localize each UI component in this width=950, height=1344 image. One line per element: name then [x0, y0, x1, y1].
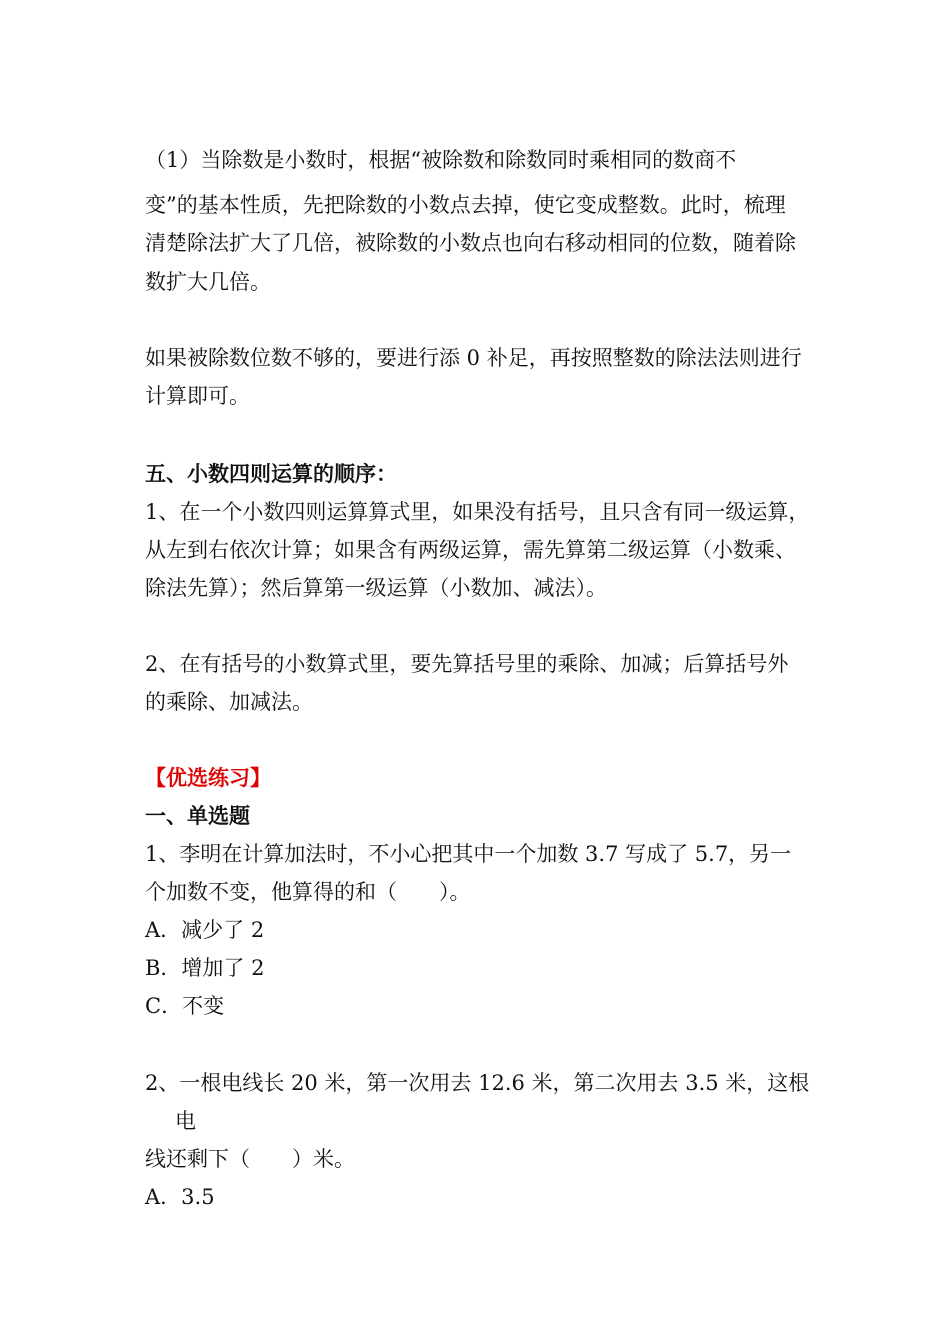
question-2-line-2: 电 [175, 1109, 196, 1133]
question-1-option-b: B．增加了 2 [145, 956, 265, 980]
question-2-option-a: A．3.5 [145, 1185, 215, 1209]
order-rule1-line-3: 除法先算）；然后算第一级运算（小数加、减法）。 [145, 576, 607, 600]
division-rule-line-2: 变”的基本性质，先把除数的小数点去掉，使它变成整数。此时，梳理 [145, 193, 786, 217]
division-rule-line-1: （1）当除数是小数时，根据“被除数和除数同时乘相同的数商不 [145, 148, 737, 172]
division-rule-line-4: 数扩大几倍。 [145, 270, 271, 294]
practice-title: 【优选练习】 [145, 766, 271, 790]
question-2-line-3: 线还剩下（ ）米。 [145, 1147, 355, 1171]
order-rule2-line-2: 的乘除、加减法。 [145, 690, 313, 714]
question-1-line-1: 1、李明在计算加法时，不小心把其中一个加数 3.7 写成了 5.7，另一 [145, 842, 792, 866]
padding-rule-line-2: 计算即可。 [145, 384, 250, 408]
padding-rule-line-1: 如果被除数位数不够的，要进行添 0 补足，再按照整数的除法法则进行 [145, 346, 802, 370]
division-rule-line-3: 清楚除法扩大了几倍，被除数的小数点也向右移动相同的位数，随着除 [145, 231, 796, 255]
question-2-line-1: 2、一根电线长 20 米，第一次用去 12.6 米，第二次用去 3.5 米，这根 [145, 1071, 810, 1095]
practice-subtitle: 一、单选题 [145, 804, 250, 828]
order-rule1-line-1: 1、在一个小数四则运算算式里，如果没有括号，且只含有同一级运算， [145, 500, 810, 524]
order-rule2-line-1: 2、在有括号的小数算式里，要先算括号里的乘除、加减；后算括号外 [145, 652, 789, 676]
section-heading-order-of-operations: 五、小数四则运算的顺序： [145, 462, 397, 486]
question-1-line-2: 个加数不变，他算得的和（ ）。 [145, 880, 471, 904]
order-rule1-line-2: 从左到右依次计算；如果含有两级运算，需先算第二级运算（小数乘、 [145, 538, 796, 562]
question-1-option-c: C．不变 [145, 994, 225, 1018]
question-1-option-a: A．减少了 2 [145, 918, 265, 942]
